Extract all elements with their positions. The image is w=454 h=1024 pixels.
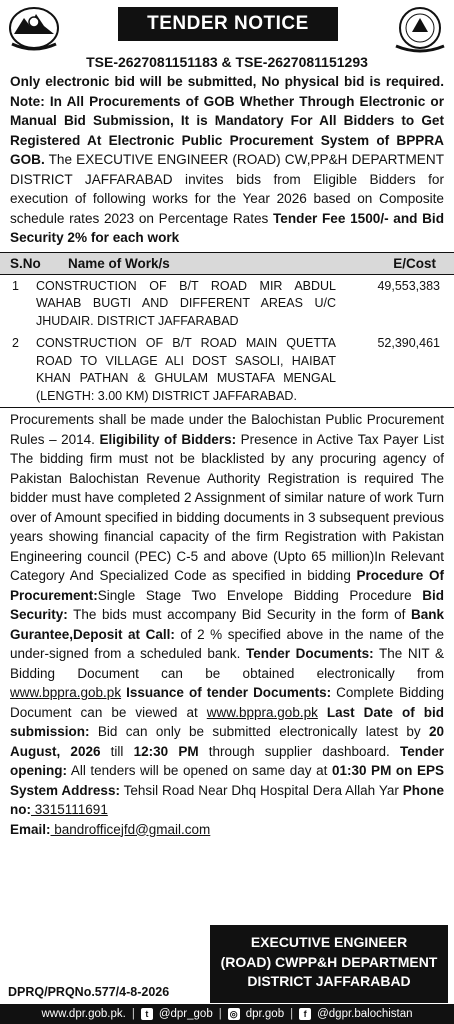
government-emblem-left-icon [6, 4, 62, 54]
row-cost: 49,553,383 [377, 278, 440, 293]
procedure-text: Single Stage Two Envelope Bidding Procedure [97, 587, 423, 603]
address-text: Tehsil Road Near Dhq Hospital Dera Allah Yar [119, 782, 403, 798]
table-row [0, 275, 454, 333]
bank-text: of 2 % specified above in the name of the under-signed from a scheduled bank. [10, 626, 444, 661]
website-link[interactable]: www.dpr.gob.pk. [41, 1008, 126, 1020]
social-bar [0, 1004, 454, 1024]
row-name: CONSTRUCTION OF B/T ROAD MIR ABDUL WAHAB BUGTI AND DIFFERENT AREAS U/C JHUDAIR. DISTRICT JAFFARABAD [36, 278, 336, 328]
department-seal-right-icon [392, 4, 448, 54]
last-date-label: Last Date of bid submission: [10, 704, 444, 739]
table-row [0, 332, 454, 407]
signatory-line-1: EXECUTIVE ENGINEER [250, 934, 408, 950]
table-header [0, 253, 454, 275]
twitter-icon: t [141, 1008, 153, 1020]
instagram-handle[interactable]: dpr.gob [245, 1008, 285, 1020]
separator: | [131, 1008, 135, 1020]
bank-label: Bank Gurantee,Deposit at Call: [10, 607, 444, 642]
col-name: Name of Work/s [68, 255, 170, 271]
row-no: 1 [12, 278, 19, 293]
through-text: through supplier dashboard. [198, 743, 401, 759]
eligibility-label: Eligibility of Bidders: [99, 431, 237, 447]
submission-date: 20 August, 2026 [10, 724, 444, 759]
opening-label: Tender opening: [10, 743, 445, 778]
page-title: TENDER NOTICE [118, 7, 338, 41]
facebook-handle[interactable]: @dgpr.balochistan [317, 1008, 413, 1020]
col-sno: S.No [10, 255, 41, 271]
separator: | [218, 1008, 222, 1020]
row-name: CONSTRUCTION OF B/T ROAD MAIN QUETTA ROAD TO VILLAGE ALI DOST SASOLI, HAIBAT KHAN PATHAN & GHULAM MUSTAFA MENGAL (LENGTH: 3.00 KM) DISTRICT JAFFARABAD. [36, 336, 336, 403]
works-table [0, 252, 454, 409]
body-intro: Procurements shall be made under the Balochistan Public Procurement Rules – 2014. [10, 412, 444, 447]
body-paragraph [0, 408, 454, 839]
instagram-icon: ◎ [228, 1008, 240, 1020]
bppra-link-2[interactable]: www.bppra.gob.pk [206, 704, 318, 720]
facebook-icon: f [299, 1008, 311, 1020]
signatory-box [210, 925, 448, 1003]
phone-number[interactable]: 3315111691 [31, 802, 108, 817]
tender-fee: Tender Fee 1500/- and Bid Security 2% for each work [10, 210, 445, 245]
signatory-line-3: DISTRICT JAFFARABAD [247, 973, 411, 989]
bppra-link[interactable]: www.bppra.gob.pk [10, 685, 122, 700]
separator: | [290, 1008, 294, 1020]
header [0, 0, 454, 56]
eligibility-text: Presence in Active Tax Payer List The bidding firm must not be blacklisted by any procuring agency of Pakistan Balochistan Revenue Authority Registration is required The bidder must have completed 2 Assignment of similar nature of work Turn over of Amount specified in bidding documents in 3 subsequent previous years showing financial capacity of the firm Registration with Pakistan Engineering council (PEC) C-5 and above (Upto 65 million)In Relevant Category And Specialized Code as specified in bidding [10, 431, 444, 583]
opening-text: All tenders will be opened on same day at [67, 763, 332, 778]
till-text: till [100, 743, 134, 759]
row-no: 2 [12, 336, 19, 350]
bid-security-text: The bids must accompany Bid Security in the form of [67, 607, 411, 622]
bid-security-label: Bid Security: [10, 587, 444, 622]
phone-label: Phone no: [10, 782, 444, 817]
issuance-label: Issuance of tender Documents: [121, 685, 332, 700]
intro-normal: The EXECUTIVE ENGINEER (ROAD) CW,PP&H DEPARTMENT DISTRICT JAFFARABAD invites bids from Eligible Bidders for execution of following works for the Year 2026 based on Composite schedule rates 2023 on Percentage Rates [10, 152, 444, 226]
signatory-line-2: (ROAD) CWPP&H DEPARTMENT [220, 953, 438, 970]
tse-numbers: TSE-2627081151183 & TSE-2627081151293 [86, 54, 368, 70]
last-date-text: Bid can only be submitted electronically latest by [89, 724, 429, 739]
twitter-handle[interactable]: @dpr_gob [158, 1008, 213, 1020]
intro-paragraph [0, 72, 454, 248]
email-link[interactable]: bandrofficejfd@gmail.com [50, 821, 211, 837]
submission-time: 12:30 PM [133, 743, 199, 759]
procedure-label: Procedure Of Procurement: [10, 568, 444, 603]
opening-time: 01:30 PM on EPS System Address: [10, 763, 444, 798]
reference-number: DPRQ/PRQNo.577/4-8-2026 [8, 985, 170, 999]
tender-documents-text: The NIT & Bidding Document can be obtained electronically from [10, 646, 445, 681]
email-label: Email: [10, 821, 51, 837]
row-cost: 52,390,461 [377, 336, 440, 350]
col-cost: E/Cost [393, 255, 436, 271]
tender-documents-label: Tender Documents: [245, 646, 374, 661]
issuance-text: Complete Bidding Document can be viewed at [10, 685, 444, 720]
intro-bold: Only electronic bid will be submitted, No physical bid is required. Note: In All Procurements of GOB Whether Through Electronic or Manual Bid Submission, It is Mandatory For All Bidders to Get Registered At Electronic Public Procurement System of BPPRA GOB. [10, 74, 444, 167]
